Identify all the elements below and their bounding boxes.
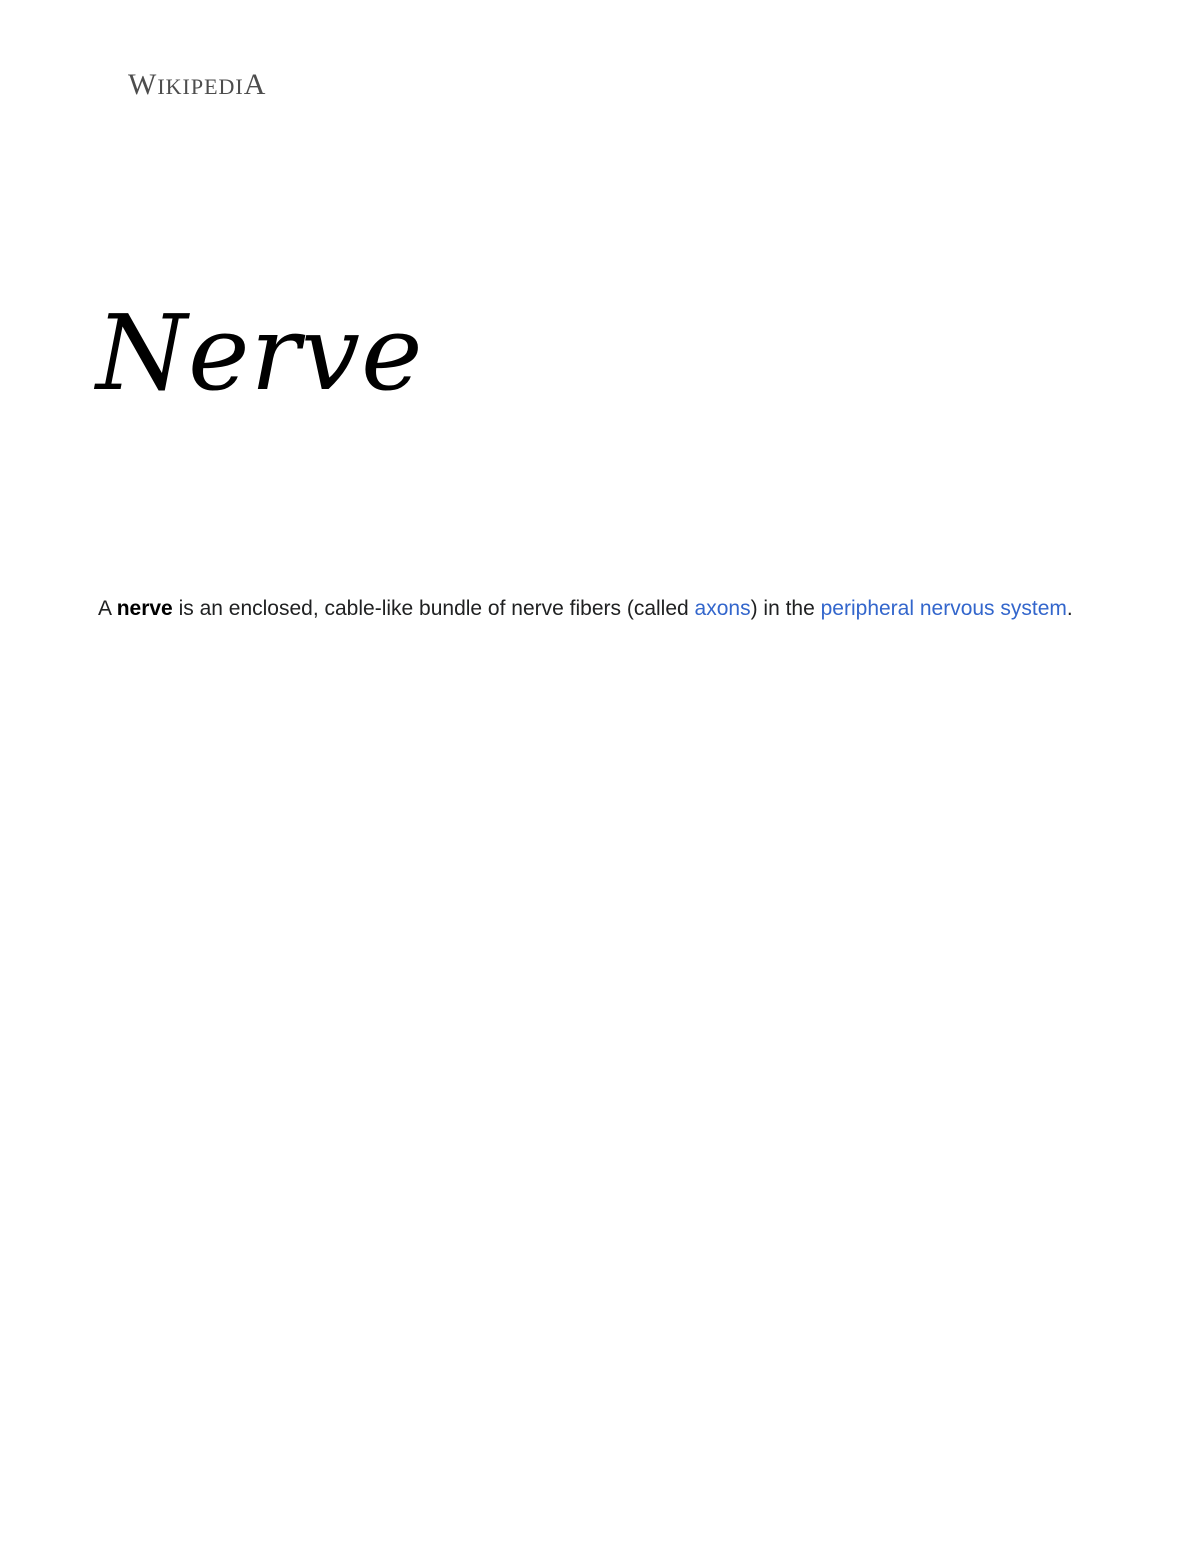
link-peripheral-nervous-system[interactable]: peripheral nervous system bbox=[820, 597, 1067, 620]
wikipedia-wordmark-logo[interactable] bbox=[128, 70, 266, 100]
logo-initial: W bbox=[128, 68, 158, 101]
bold-term: nerve bbox=[116, 597, 173, 620]
lead-text-3: . bbox=[1066, 597, 1073, 620]
lead-text-pre: A bbox=[98, 597, 117, 620]
page-title: Nerve bbox=[96, 292, 424, 414]
lead-text-1: is an enclosed, cable-like bundle of nerve fibers (called bbox=[172, 597, 695, 620]
logo-final: A bbox=[243, 68, 267, 101]
lead-paragraph bbox=[98, 590, 1108, 628]
logo-middle: IKIPEDI bbox=[157, 74, 244, 99]
link-axons[interactable]: axons bbox=[694, 597, 751, 620]
lead-text-2: ) in the bbox=[750, 597, 821, 620]
